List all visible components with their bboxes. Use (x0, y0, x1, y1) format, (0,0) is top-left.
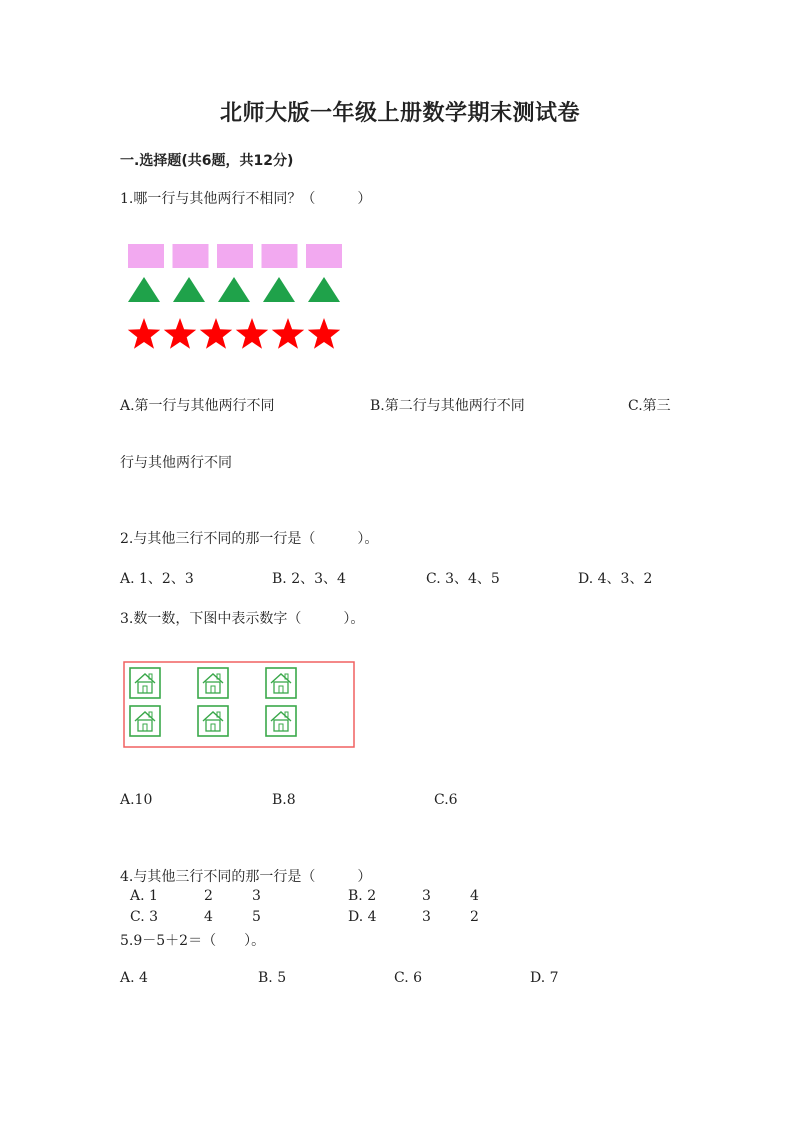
question-4-row-c-value: 5 (252, 909, 261, 925)
house-icon (130, 706, 160, 736)
question-4-row-d-value: 3 (422, 909, 431, 925)
question-2-option-a[interactable]: A. 1、2、3 (120, 571, 194, 587)
red-star (200, 318, 232, 349)
house-icon (266, 706, 296, 736)
red-star (236, 318, 268, 349)
question-3-option-b[interactable]: B.8 (272, 792, 296, 808)
question-1-option-a[interactable]: A.第一行与其他两行不同 (120, 398, 275, 414)
green-triangle (128, 277, 160, 302)
question-4-row-b-label[interactable]: B. 2 (348, 888, 377, 904)
question-5-option-d[interactable]: D. 7 (530, 970, 559, 986)
red-star (128, 318, 160, 349)
question-1-figure (124, 240, 354, 355)
question-3-stem: 3.数一数，下图中表示数字（ ）。 (120, 611, 365, 627)
question-5-option-c[interactable]: C. 6 (394, 970, 423, 986)
pink-rectangle (262, 244, 298, 268)
house-icon (130, 668, 160, 698)
question-4-row-c-label[interactable]: C. 3 (130, 909, 159, 925)
house-icon (266, 668, 296, 698)
question-4-row-a-value: 3 (252, 888, 261, 904)
pink-rectangle (128, 244, 164, 268)
question-3-option-a[interactable]: A.10 (120, 792, 153, 808)
question-1-stem: 1.哪一行与其他两行不相同？（ ） (120, 191, 372, 207)
question-1-option-c[interactable]: C.第三 (628, 398, 671, 414)
figure-frame (124, 662, 354, 747)
green-triangle (218, 277, 250, 302)
question-5-option-a[interactable]: A. 4 (120, 970, 148, 986)
red-star (308, 318, 340, 349)
question-3-option-c[interactable]: C.6 (434, 792, 458, 808)
question-4-row-a-value: 2 (204, 888, 213, 904)
question-3-figure (122, 660, 358, 750)
house-icon (198, 706, 228, 736)
red-star (272, 318, 304, 349)
question-4-stem: 4.与其他三行不同的那一行是（ ） (120, 869, 372, 885)
pink-rectangle (173, 244, 209, 268)
question-5-stem: 5.9－5＋2＝（ ）。 (120, 933, 266, 949)
green-triangle (308, 277, 340, 302)
pink-rectangle (217, 244, 253, 268)
question-1-option-c-wrap: 行与其他两行不同 (120, 455, 232, 471)
question-4-row-d-value: 2 (470, 909, 479, 925)
question-4-row-b-value: 3 (422, 888, 431, 904)
house-icon (198, 668, 228, 698)
question-2-option-d[interactable]: D. 4、3、2 (578, 571, 653, 587)
question-5-option-b[interactable]: B. 5 (258, 970, 287, 986)
green-triangle (173, 277, 205, 302)
page-title: 北师大版一年级上册数学期末测试卷 (219, 101, 580, 126)
question-2-option-b[interactable]: B. 2、3、4 (272, 571, 346, 587)
question-4-row-b-value: 4 (470, 888, 479, 904)
question-2-option-c[interactable]: C. 3、4、5 (426, 571, 500, 587)
question-4-row-d-label[interactable]: D. 4 (348, 909, 377, 925)
question-1-option-b[interactable]: B.第二行与其他两行不同 (370, 398, 525, 414)
section-heading: 一.选择题(共6题，共12分) (120, 153, 294, 169)
question-4-row-a-label[interactable]: A. 1 (130, 888, 158, 904)
green-triangle (263, 277, 295, 302)
question-4-row-c-value: 4 (204, 909, 213, 925)
red-star (164, 318, 196, 349)
pink-rectangle (306, 244, 342, 268)
question-2-stem: 2.与其他三行不同的那一行是（ ）。 (120, 531, 379, 547)
